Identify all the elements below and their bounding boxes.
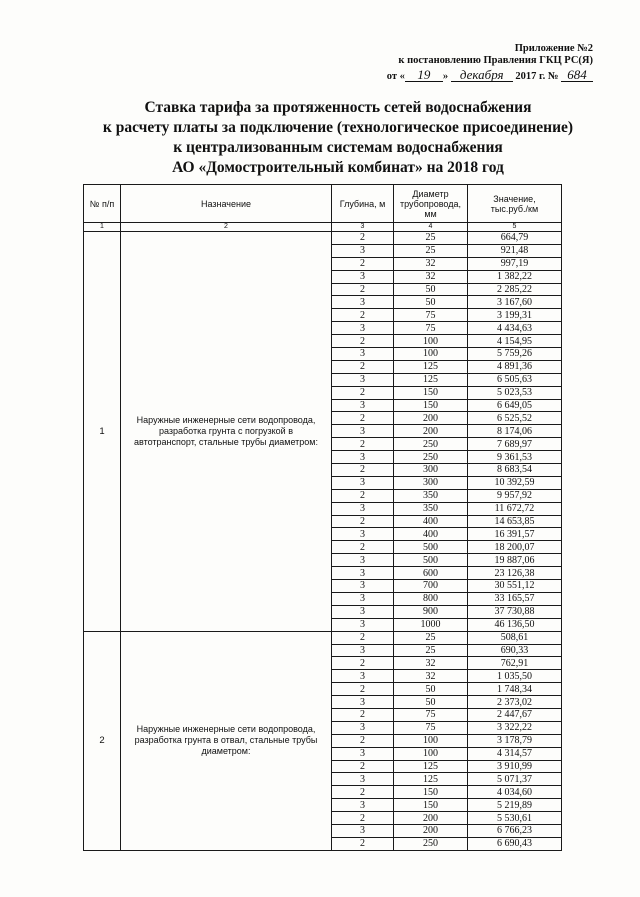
depth-cell: 3 — [332, 696, 394, 709]
depth-cell: 3 — [332, 348, 394, 361]
depth-cell: 2 — [332, 360, 394, 373]
value-cell: 3 178,79 — [468, 734, 562, 747]
diameter-cell: 200 — [394, 412, 468, 425]
col-header-purpose: Назначение — [121, 185, 332, 223]
value-cell: 8 174,06 — [468, 425, 562, 438]
value-cell: 2 373,02 — [468, 696, 562, 709]
diameter-cell: 125 — [394, 773, 468, 786]
value-cell: 5 219,89 — [468, 799, 562, 812]
depth-cell: 2 — [332, 657, 394, 670]
diameter-cell: 25 — [394, 631, 468, 644]
depth-cell: 2 — [332, 335, 394, 348]
group-description-line: Наружные инженерные сети водопровода, — [136, 414, 316, 425]
group-description — [121, 232, 332, 632]
value-cell: 14 653,85 — [468, 515, 562, 528]
column-number: 2 — [121, 223, 332, 232]
depth-cell: 3 — [332, 567, 394, 580]
diameter-cell: 300 — [394, 476, 468, 489]
diameter-cell: 800 — [394, 592, 468, 605]
depth-cell: 3 — [332, 270, 394, 283]
value-cell: 8 683,54 — [468, 464, 562, 477]
value-cell: 4 154,95 — [468, 335, 562, 348]
diameter-cell: 500 — [394, 541, 468, 554]
diameter-cell: 32 — [394, 657, 468, 670]
group-description-line: диаметром: — [201, 746, 251, 757]
value-cell: 9 361,53 — [468, 451, 562, 464]
depth-cell: 3 — [332, 773, 394, 786]
title-line: к централизованным системам водоснабжения — [173, 139, 503, 156]
diameter-cell: 100 — [394, 348, 468, 361]
group-description-line: Наружные инженерные сети водопровода, — [136, 724, 316, 735]
document-number-handwritten: 684 — [561, 68, 593, 82]
diameter-cell: 125 — [394, 760, 468, 773]
diameter-cell: 300 — [394, 464, 468, 477]
value-cell: 37 730,88 — [468, 605, 562, 618]
table-head — [84, 185, 562, 232]
depth-cell: 2 — [332, 232, 394, 245]
depth-cell: 3 — [332, 592, 394, 605]
diameter-cell: 350 — [394, 489, 468, 502]
value-cell: 6 525,52 — [468, 412, 562, 425]
title-line: Ставка тарифа за протяженность сетей водоснабжения — [144, 99, 532, 116]
value-cell: 997,19 — [468, 257, 562, 270]
diameter-cell: 250 — [394, 837, 468, 850]
group-description-line: разработка грунта с погрузкой в — [158, 425, 293, 436]
value-cell: 5 530,61 — [468, 812, 562, 825]
value-cell: 16 391,57 — [468, 528, 562, 541]
diameter-cell: 25 — [394, 244, 468, 257]
diameter-cell: 100 — [394, 734, 468, 747]
value-cell: 7 689,97 — [468, 438, 562, 451]
value-cell: 33 165,57 — [468, 592, 562, 605]
diameter-cell: 200 — [394, 824, 468, 837]
value-cell: 46 136,50 — [468, 618, 562, 631]
diameter-cell: 125 — [394, 360, 468, 373]
group-description — [121, 631, 332, 850]
diameter-cell: 150 — [394, 386, 468, 399]
value-cell: 18 200,07 — [468, 541, 562, 554]
depth-cell: 2 — [332, 541, 394, 554]
column-number: 1 — [84, 223, 121, 232]
depth-cell: 3 — [332, 425, 394, 438]
depth-cell: 3 — [332, 502, 394, 515]
depth-cell: 3 — [332, 399, 394, 412]
date-month-handwritten: декабря — [451, 68, 513, 82]
diameter-cell: 200 — [394, 812, 468, 825]
diameter-cell: 700 — [394, 580, 468, 593]
depth-cell: 3 — [332, 244, 394, 257]
value-cell: 5 071,37 — [468, 773, 562, 786]
value-cell: 664,79 — [468, 232, 562, 245]
depth-cell: 2 — [332, 812, 394, 825]
depth-cell: 2 — [332, 283, 394, 296]
value-cell: 5 023,53 — [468, 386, 562, 399]
diameter-cell: 25 — [394, 644, 468, 657]
diameter-cell: 250 — [394, 438, 468, 451]
diameter-cell: 100 — [394, 335, 468, 348]
col-header-number: № п/п — [84, 185, 121, 223]
diameter-cell: 75 — [394, 721, 468, 734]
value-cell: 1 748,34 — [468, 683, 562, 696]
depth-cell: 3 — [332, 580, 394, 593]
value-cell: 11 672,72 — [468, 502, 562, 515]
depth-cell: 2 — [332, 464, 394, 477]
value-cell: 2 285,22 — [468, 283, 562, 296]
value-cell: 762,91 — [468, 657, 562, 670]
value-cell: 4 034,60 — [468, 786, 562, 799]
value-cell: 1 382,22 — [468, 270, 562, 283]
diameter-cell: 600 — [394, 567, 468, 580]
date-day-handwritten: 19 — [405, 68, 443, 82]
diameter-cell: 125 — [394, 373, 468, 386]
depth-cell: 3 — [332, 373, 394, 386]
appendix-header — [387, 43, 593, 85]
depth-cell: 2 — [332, 309, 394, 322]
value-cell: 921,48 — [468, 244, 562, 257]
diameter-cell: 50 — [394, 296, 468, 309]
value-cell: 3 167,60 — [468, 296, 562, 309]
diameter-cell: 25 — [394, 232, 468, 245]
depth-cell: 3 — [332, 554, 394, 567]
diameter-cell: 1000 — [394, 618, 468, 631]
diameter-cell: 75 — [394, 309, 468, 322]
value-cell: 10 392,59 — [468, 476, 562, 489]
depth-cell: 2 — [332, 386, 394, 399]
depth-cell: 2 — [332, 734, 394, 747]
group-number: 2 — [84, 631, 121, 850]
value-cell: 6 690,43 — [468, 837, 562, 850]
depth-cell: 3 — [332, 670, 394, 683]
value-cell: 23 126,38 — [468, 567, 562, 580]
depth-cell: 2 — [332, 760, 394, 773]
value-cell: 19 887,06 — [468, 554, 562, 567]
depth-cell: 3 — [332, 476, 394, 489]
depth-cell: 2 — [332, 257, 394, 270]
diameter-cell: 32 — [394, 270, 468, 283]
diameter-cell: 400 — [394, 528, 468, 541]
depth-cell: 2 — [332, 708, 394, 721]
column-number: 4 — [394, 223, 468, 232]
diameter-cell: 350 — [394, 502, 468, 515]
col-header-diameter: Диаметр трубопровода, мм — [394, 185, 468, 223]
title-line: к расчету платы за подключение (технологическое присоединение) — [102, 119, 574, 136]
value-cell: 2 447,67 — [468, 708, 562, 721]
depth-cell: 3 — [332, 824, 394, 837]
value-cell: 690,33 — [468, 644, 562, 657]
value-cell: 3 322,22 — [468, 721, 562, 734]
diameter-cell: 32 — [394, 257, 468, 270]
table-header-row — [84, 185, 562, 223]
col-header-value: Значение, тыс.руб./км — [468, 185, 562, 223]
depth-cell: 2 — [332, 683, 394, 696]
date-quote-close: » — [442, 71, 449, 82]
value-cell: 508,61 — [468, 631, 562, 644]
value-cell: 30 551,12 — [468, 580, 562, 593]
depth-cell: 2 — [332, 489, 394, 502]
value-cell: 3 199,31 — [468, 309, 562, 322]
depth-cell: 3 — [332, 721, 394, 734]
depth-cell: 3 — [332, 618, 394, 631]
depth-cell: 2 — [332, 515, 394, 528]
depth-cell: 2 — [332, 837, 394, 850]
value-cell: 6 505,63 — [468, 373, 562, 386]
depth-cell: 2 — [332, 412, 394, 425]
table-row — [84, 631, 562, 644]
diameter-cell: 75 — [394, 708, 468, 721]
diameter-cell: 50 — [394, 683, 468, 696]
value-cell: 3 910,99 — [468, 760, 562, 773]
depth-cell: 3 — [332, 451, 394, 464]
depth-cell: 2 — [332, 438, 394, 451]
diameter-cell: 75 — [394, 322, 468, 335]
diameter-cell: 900 — [394, 605, 468, 618]
depth-cell: 3 — [332, 322, 394, 335]
value-cell: 4 891,36 — [468, 360, 562, 373]
group-description-line: разработка грунта в отвал, стальные трубы — [134, 735, 318, 746]
diameter-cell: 100 — [394, 747, 468, 760]
value-cell: 4 314,57 — [468, 747, 562, 760]
depth-cell: 2 — [332, 786, 394, 799]
document-title — [60, 98, 616, 178]
depth-cell: 3 — [332, 799, 394, 812]
depth-cell: 3 — [332, 296, 394, 309]
group-number: 1 — [84, 232, 121, 632]
diameter-cell: 150 — [394, 786, 468, 799]
diameter-cell: 500 — [394, 554, 468, 567]
depth-cell: 3 — [332, 528, 394, 541]
resolution-date-line — [387, 68, 593, 85]
diameter-cell: 150 — [394, 399, 468, 412]
diameter-cell: 250 — [394, 451, 468, 464]
diameter-cell: 400 — [394, 515, 468, 528]
title-line: АО «Домостроительный комбинат» на 2018 год — [172, 159, 504, 176]
depth-cell: 3 — [332, 644, 394, 657]
value-cell: 6 766,23 — [468, 824, 562, 837]
table-body — [84, 232, 562, 851]
group-description-line: автотранспорт, стальные трубы диаметром: — [134, 436, 318, 447]
col-header-depth: Глубина, м — [332, 185, 394, 223]
value-cell: 9 957,92 — [468, 489, 562, 502]
table-row — [84, 232, 562, 245]
column-number-row — [84, 223, 562, 232]
appendix-label: Приложение №2 — [514, 43, 593, 54]
depth-cell: 3 — [332, 605, 394, 618]
resolution-reference: к постановлению Правления ГКЦ РС(Я) — [398, 55, 593, 66]
depth-cell: 3 — [332, 747, 394, 760]
column-number: 5 — [468, 223, 562, 232]
tariff-table — [83, 184, 562, 851]
diameter-cell: 32 — [394, 670, 468, 683]
value-cell: 1 035,50 — [468, 670, 562, 683]
value-cell: 4 434,63 — [468, 322, 562, 335]
column-number: 3 — [332, 223, 394, 232]
diameter-cell: 150 — [394, 799, 468, 812]
value-cell: 5 759,26 — [468, 348, 562, 361]
diameter-cell: 50 — [394, 696, 468, 709]
date-year: 2017 г. № — [515, 71, 559, 82]
diameter-cell: 200 — [394, 425, 468, 438]
value-cell: 6 649,05 — [468, 399, 562, 412]
date-prefix: от « — [386, 71, 405, 82]
depth-cell: 2 — [332, 631, 394, 644]
diameter-cell: 50 — [394, 283, 468, 296]
